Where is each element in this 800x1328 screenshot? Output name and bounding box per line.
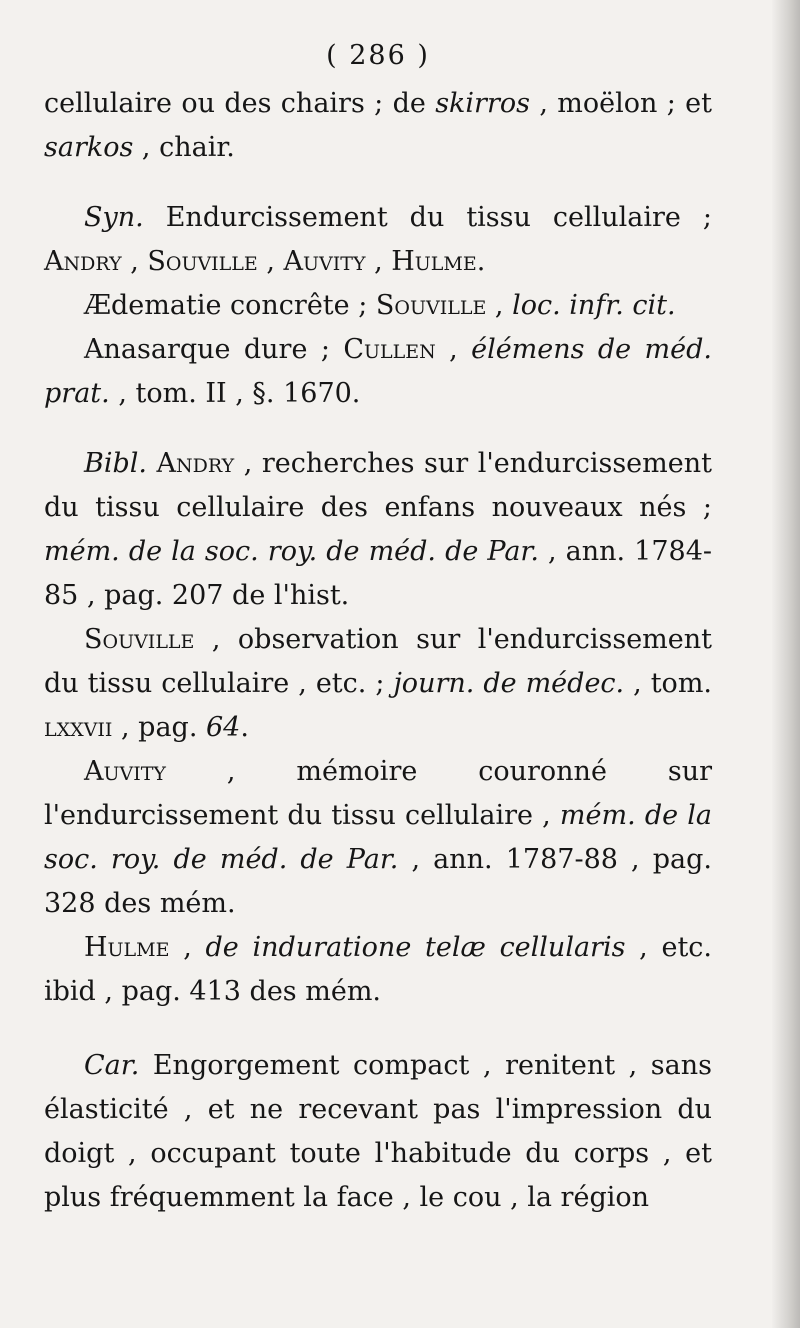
bibliography-author-souville: Souville [84, 624, 195, 655]
bibliography-text-auvity: , mémoire couronné sur l'endurcissement du tissu cellulaire , [44, 756, 712, 831]
synonym-1-text: Endurcissement du tissu cellulaire ; [143, 202, 712, 233]
page-number: ( 286 ) [326, 40, 430, 71]
bibliography-tail-andry: , ann. 1784-85 , pag. 207 de l'hist. [44, 536, 713, 611]
bibliography-author-hulme: Hulme [84, 932, 170, 963]
bibliography-reference-souville: journ. de médec. [393, 668, 625, 699]
bibliography-text-souville: , observation sur l'endurcissement du tissu cellulaire , etc. ; [44, 624, 712, 699]
synonym-paragraph-3 [44, 328, 712, 416]
etymology-text-1: cellulaire ou des chairs ; de [44, 88, 436, 119]
bibliography-tail-souville-1: , tom. [624, 668, 712, 699]
synonym-3-author: Cullen [343, 334, 436, 365]
etymology-text-2: , moëlon ; et [529, 88, 712, 119]
bibliography-label: Bibl. [84, 448, 147, 479]
etymology-term-skirros: skirros [435, 88, 530, 119]
characters-label: Car. [84, 1050, 140, 1081]
synonym-1-authors: Andry , Souville , Auvity , Hulme. [44, 246, 486, 277]
etymology-paragraph [44, 82, 712, 170]
bibliography-text-andry: , recherches sur l'endurcissement du tissu cellulaire des enfans nouveaux nés ; [44, 448, 712, 523]
bibliography-author-andry: Andry [146, 448, 235, 479]
bibliography-tail-auvity: , ann. 1787-88 , pag. 328 des mém. [44, 844, 712, 919]
synonym-3-reference: élémens de méd. prat. [44, 334, 712, 409]
bibliography-end-souville: . [240, 712, 249, 743]
page-edge-shadow [772, 0, 800, 1328]
bibliography-entry-hulme [44, 926, 712, 1014]
bibliography-separator-hulme: , [169, 932, 206, 963]
synonym-paragraph-1 [44, 196, 712, 284]
characters-paragraph [44, 1044, 712, 1220]
synonym-3-tail: , tom. II , §. 1670. [109, 378, 361, 409]
bibliography-entry-auvity [44, 750, 712, 926]
bibliography-entry-andry [44, 442, 712, 618]
synonym-3-text: Anasarque dure ; [84, 334, 344, 365]
synonym-2-author: Souville [375, 290, 487, 321]
synonyms-label: Syn. [84, 202, 144, 233]
etymology-term-sarkos: sarkos [44, 132, 134, 163]
synonym-paragraph-2 [44, 284, 712, 328]
bibliography-reference-auvity: mém. de la soc. roy. de méd. de Par. [44, 800, 712, 875]
bibliography-reference-andry: mém. de la soc. roy. de méd. de Par. [44, 536, 539, 567]
bibliography-volume-souville: lxxvii [44, 712, 113, 743]
page-text-block [44, 30, 712, 1220]
synonym-2-separator: , [486, 290, 513, 321]
synonym-2-text: Ædematie concrête ; [84, 290, 376, 321]
synonym-2-reference: loc. infr. cit. [512, 290, 676, 321]
bibliography-reference-hulme: de induratione telæ cellularis [205, 932, 626, 963]
bibliography-tail-souville-2: , pag. [112, 712, 206, 743]
etymology-text-3: , chair. [133, 132, 235, 163]
bibliography-author-auvity: Auvity [84, 756, 166, 787]
bibliography-page-souville: 64 [205, 712, 241, 743]
bibliography-entry-souville [44, 618, 712, 750]
bibliography-tail-hulme: , etc. ibid , pag. 413 des mém. [44, 932, 713, 1007]
synonym-3-separator: , [435, 334, 472, 365]
characters-text: Engorgement compact , renitent , sans élasticité , et ne recevant pas l'impression du doigt , occupant toute l'habitude du corps , et plus fréquemment la face , le cou , la région [44, 1050, 712, 1213]
